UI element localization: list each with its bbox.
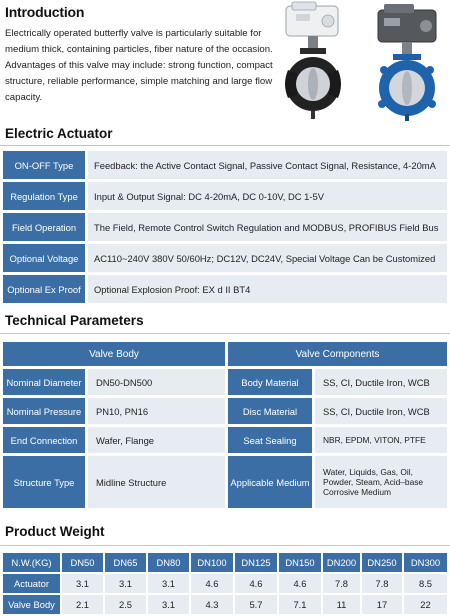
valve-body-header: Valve Body (3, 342, 225, 366)
weight-value-cell: 2.1 (62, 595, 103, 614)
black-butterfly-valve-illustration (285, 2, 341, 119)
actuator-row (3, 151, 447, 179)
tech-label: Body Material (228, 369, 312, 395)
technical-row (3, 398, 447, 424)
weight-row-valve-body (3, 595, 447, 614)
weight-row-label: Valve Body (3, 595, 60, 614)
tech-label: End Connection (3, 427, 85, 453)
section-divider (0, 333, 450, 334)
actuator-row (3, 213, 447, 241)
blue-butterfly-valve-illustration (378, 4, 436, 121)
weight-value-cell: 22 (404, 595, 447, 614)
actuator-row (3, 182, 447, 210)
weight-value-cell: 4.6 (235, 574, 277, 593)
weight-value-cell: 4.6 (191, 574, 233, 593)
weight-header-cell: DN65 (105, 553, 146, 572)
valve-components-header: Valve Components (228, 342, 447, 366)
weight-header-cell: DN80 (148, 553, 189, 572)
section-divider (0, 545, 450, 546)
actuator-row-label: Field Operation (3, 213, 85, 241)
actuator-row-value: AC110~240V 380V 50/60Hz; DC12V, DC24V, Special Voltage Can be Customized (88, 244, 447, 272)
actuator-row-label: ON-OFF Type (3, 151, 85, 179)
medium-line: Corrosive Medium (323, 487, 391, 497)
tech-label: Nominal Diameter (3, 369, 85, 395)
tech-value: NBR, EPDM, VITON, PTFE (315, 427, 447, 453)
weight-value-cell: 7.8 (362, 574, 402, 593)
tech-label: Seat Sealing (228, 427, 312, 453)
weight-value-cell: 3.1 (62, 574, 103, 593)
tech-value: Wafer, Flange (88, 427, 225, 453)
weight-header-cell: DN100 (191, 553, 233, 572)
tech-value: SS, CI, Ductile Iron, WCB (315, 398, 447, 424)
weight-header-cell: DN125 (235, 553, 277, 572)
weight-row-label: Actuator (3, 574, 60, 593)
weight-value-cell: 3.1 (148, 595, 189, 614)
weight-header-cell: DN200 (323, 553, 360, 572)
actuator-row-value: Feedback: the Active Contact Signal, Passive Contact Signal, Resistance, 4-20mA (88, 151, 447, 179)
tech-value: PN10, PN16 (88, 398, 225, 424)
tech-label: Disc Material (228, 398, 312, 424)
technical-parameters-title: Technical Parameters (5, 313, 144, 328)
product-weight-title: Product Weight (5, 524, 105, 539)
tech-value: Midline Structure (88, 456, 225, 508)
weight-header-cell: DN50 (62, 553, 103, 572)
electric-actuator-title: Electric Actuator (5, 126, 113, 141)
actuator-row-value: Optional Explosion Proof: EX d II BT4 (88, 275, 447, 303)
weight-value-cell: 7.8 (323, 574, 360, 593)
intro-title: Introduction (5, 4, 85, 20)
tech-value: SS, CI, Ductile Iron, WCB (315, 369, 447, 395)
weight-value-cell: 2.5 (105, 595, 146, 614)
actuator-row-label: Optional Voltage (3, 244, 85, 272)
weight-header-cell: DN250 (362, 553, 402, 572)
weight-value-cell: 11 (323, 595, 360, 614)
weight-value-cell: 4.3 (191, 595, 233, 614)
medium-line: Powder, Steam, Acid–base (323, 477, 424, 487)
weight-value-cell: 17 (362, 595, 402, 614)
actuator-row-label: Optional Ex Proof (3, 275, 85, 303)
technical-row (3, 369, 447, 395)
tech-label: Nominal Pressure (3, 398, 85, 424)
actuator-row-value: Input & Output Signal: DC 4-20mA, DC 0-10V, DC 1-5V (88, 182, 447, 210)
weight-header-row (3, 553, 447, 572)
weight-value-cell: 3.1 (105, 574, 146, 593)
tech-value-multiline (315, 456, 447, 508)
actuator-row-value: The Field, Remote Control Switch Regulation and MODBUS, PROFIBUS Field Bus (88, 213, 447, 241)
actuator-row (3, 244, 447, 272)
weight-header-cell: DN150 (279, 553, 321, 572)
section-divider (0, 145, 450, 146)
technical-row (3, 456, 447, 508)
intro-text: Electrically operated butterfly valve is particularly suitable for medium thick, containing particles, fiber nature of the occasion. Advantages of this valve may include: strong function, compact structure, reliable performance, simple matching and large flow capacity. (5, 28, 273, 103)
tech-label: Applicable Medium (228, 456, 312, 508)
weight-value-cell: 7.1 (279, 595, 321, 614)
weight-value-cell: 4.6 (279, 574, 321, 593)
actuator-row-label: Regulation Type (3, 182, 85, 210)
weight-header-cell: N.W.(KG) (3, 553, 60, 572)
actuator-row (3, 275, 447, 303)
weight-value-cell: 3.1 (148, 574, 189, 593)
tech-label: Structure Type (3, 456, 85, 508)
weight-value-cell: 8.5 (404, 574, 447, 593)
weight-row-actuator (3, 574, 447, 593)
valve-product-image (278, 0, 450, 122)
medium-line: Water, Liquids, Gas, Oil, (323, 467, 413, 477)
tech-value: DN50-DN500 (88, 369, 225, 395)
weight-header-cell: DN300 (404, 553, 447, 572)
weight-value-cell: 5.7 (235, 595, 277, 614)
technical-row (3, 427, 447, 453)
